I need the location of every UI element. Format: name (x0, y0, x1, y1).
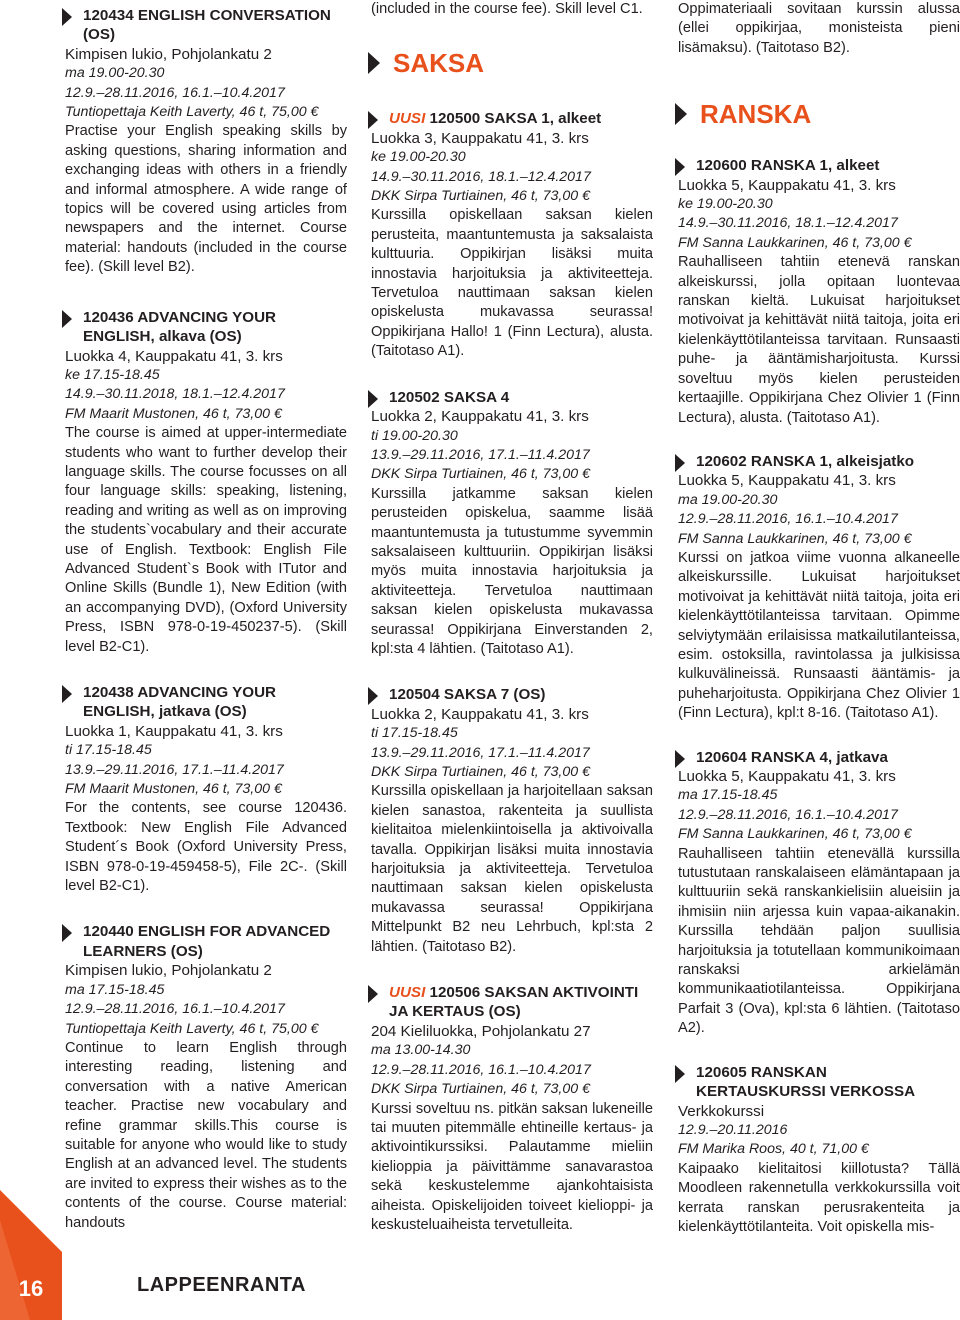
course-dates: 12.9.–28.11.2016, 16.1.–10.4.2017 (371, 1061, 591, 1078)
course-title: 120440 ENGLISH FOR ADVANCED LEARNERS (OS) (65, 922, 347, 961)
course-location: Luokka 2, Kauppakatu 41, 3. krs (371, 705, 589, 723)
triangle-icon (368, 985, 378, 1003)
course-location: Luokka 3, Kauppakatu 41, 3. krs (371, 129, 589, 147)
course-120604 (678, 748, 960, 1039)
course-dates: 12.9.–20.11.2016 (678, 1121, 788, 1138)
course-dates: 14.9.–30.11.2018, 18.1.–12.4.2017 (65, 386, 285, 403)
page-number: 16 (18, 1276, 44, 1301)
course-title: UUSI 120506 SAKSAN AKTIVOINTI JA KERTAUS (OS) (371, 983, 653, 1022)
course-description: Rauhalliseen tahtiin etenevä ranskan alkeiskurssi, jolla opitaan luontevaa ranskan kieltä. Lukuisat harjoitukset motivoivat ja kehittävät niitä taitoja, joita eri kielenkäyttötilanteissa tarvitaan. Runsaasti puhe- ja ääntämisharjoitusta. Kurssi soveltuu myös kielen perusteiden kertaajille. Oppikirjana Chez Olivier 1 (Finn Lectura), alusta. (Taitotaso A1). (678, 254, 960, 426)
course-title: 120605 RANSKAN KERTAUSKURSSI VERKOSSA (678, 1063, 960, 1102)
course-title: 120436 ADVANCING YOUR ENGLISH, alkava (OS) (65, 308, 347, 347)
course-teacher: FM Sanna Laukkarinen, 46 t, 73,00 € (678, 234, 912, 251)
course-dates: 12.9.–28.11.2016, 16.1.–10.4.2017 (678, 806, 898, 823)
course-description: Kurssi soveltuu ns. pitkän saksan lukeneille tai muuten pitemmälle ehtineille kertaus- ja aktivointikurssiksi. Palautamme mieliin kielioppia ja päivittämme sanavarastoa sekä keskustelemme ajankohtaisista aiheista. Opiskelijoiden toiveet kielioppi- ja keskusteluaiheista tervetulleita. (371, 1100, 653, 1233)
course-title: 120502 SAKSA 4 (371, 388, 653, 407)
course-120600 (678, 156, 960, 428)
course-title: 120434 ENGLISH CONVERSATION (OS) (65, 6, 347, 45)
course-title: 120504 SAKSA 7 (OS) (371, 685, 653, 704)
course-teacher: FM Sanna Laukkarinen, 46 t, 73,00 € (678, 530, 912, 547)
course-teacher: FM Sanna Laukkarinen, 46 t, 73,00 € (678, 826, 912, 843)
course-time: ma 19.00-20.30 (65, 65, 165, 82)
course-120504 (371, 685, 653, 957)
course-120605 (678, 1063, 960, 1238)
course-description: Kurssilla jatkamme saksan kielen perusteiden opiskelua, saamme lisää maantuntemusta ja tutustumme syvemmin saksalaiseen kulttuuriin. Oppikirjan lisäksi myös muita innostavia harjoituksia ja aktiviteetteja. Tervetuloa nauttimaan saksan kielen opiskelusta mukavassa seurassa! Oppikirjana Einverstanden 2, kpl:sta 4 lähtien. (Taitotaso A1). (371, 485, 653, 657)
course-title: 120604 RANSKA 4, jatkava (678, 748, 960, 767)
course-description: Practise your English speaking skills by asking questions, sharing information and exchanging ideas with others in a friendly and informal atmosphere. A wide range of topics will be covered using articles from newspapers and the internet. Course material: handouts (included in the course fee). (Skill level B2). (65, 123, 347, 276)
course-teacher: FM Maarit Mustonen, 46 t, 73,00 € (65, 405, 282, 422)
course-120602 (678, 452, 960, 724)
column-2 (371, 0, 653, 1254)
course-description: Kurssilla opiskellaan saksan kielen perusteita, maantuntemusta ja saksalaista kulttuuria. Oppikirjan lisäksi muita innostavia harjoituksia ja aktiviteetteja. Tervetuloa nauttimaan saksan kielen opiskelusta mukavassa seurassa! Oppikirjana Hallo! 1 (Finn Lectura), alusta. (Taitotaso A1). (371, 207, 653, 360)
course-dates: 12.9.–28.11.2016, 16.1.–10.4.2017 (65, 1001, 285, 1018)
course-location: Luokka 5, Kauppakatu 41, 3. krs (678, 472, 896, 490)
triangle-icon (368, 111, 378, 129)
course-location: 204 Kieliluokka, Pohjolankatu 27 (371, 1022, 591, 1040)
course-location: Luokka 2, Kauppakatu 41, 3. krs (371, 408, 589, 426)
section-heading-saksa: SAKSA (371, 47, 653, 79)
course-teacher: Tuntiopettaja Keith Laverty, 46 t, 75,00 € (65, 1020, 319, 1037)
course-teacher: DKK Sirpa Turtiainen, 46 t, 73,00 € (371, 764, 590, 780)
course-location: Verkkokurssi (678, 1102, 765, 1120)
course-dates: 12.9.–28.11.2016, 16.1.–10.4.2017 (678, 511, 898, 528)
course-teacher: FM Maarit Mustonen, 46 t, 73,00 € (65, 781, 282, 798)
course-description: Kaipaako kielitaitosi kiillotusta? Tällä Moodleen rakennetulla verkkokurssilla voit kerrata ranskan perusrakenteita ja kielenkäyttötilanteita. Voit opiskella mis- (678, 1160, 960, 1235)
course-teacher: Tuntiopettaja Keith Laverty, 46 t, 75,00 € (65, 104, 319, 121)
course-dates: 14.9.–30.11.2016, 18.1.–12.4.2017 (371, 168, 591, 185)
course-description: Continue to learn English through interesting reading, listening and conversation with a native American teacher. Practise new vocabulary and refine grammar skills.This course is suitable for anyone who would like to study English at an advanced level. The students are invited to express their wishes as to the contents of the course. Course material: handouts (65, 1039, 347, 1231)
course-title: 120600 RANSKA 1, alkeet (678, 156, 960, 175)
course-teacher: DKK Sirpa Turtiainen, 46 t, 73,00 € (371, 188, 590, 205)
triangle-icon (62, 924, 72, 942)
course-location: Luokka 5, Kauppakatu 41, 3. krs (678, 176, 896, 194)
triangle-icon (368, 687, 378, 705)
course-time: ti 17.15-18.45 (65, 742, 152, 759)
course-description: Kurssilla opiskellaan ja harjoitellaan saksan kielen sanastoa, rakenteita ja suullista kielitaitoa mielenkiintoisella ja aktivoivalla tavalla. Oppikirjan lisäksi muita innostavia harjoituksia ja aktiviteetteja. Tervetuloa nauttimaan saksan kielen opiskelusta mukavassa seurassa! Oppikirjana Mittelpunkt B2 neu Lehrbuch, kpl:sta 2 lähtien. (Taitotaso B2). (371, 783, 653, 955)
course-dates: 13.9.–29.11.2016, 17.1.–11.4.2017 (371, 446, 590, 463)
triangle-icon (62, 310, 72, 328)
course-dates: 13.9.–29.11.2016, 17.1.–11.4.2017 (65, 761, 284, 778)
course-120438 (65, 683, 347, 896)
course-teacher: FM Marika Roos, 40 t, 71,00 € (678, 1141, 869, 1158)
course-description: Kurssi on jatkoa viime vuonna alkaneelle alkeiskurssille. Lukuisat harjoitukset motivoivat ja kehittävät niitä taitoja, joita eri kielenkäyttötilanteissa tarvitaan. Opimme selviytymään erilaisissa matkailutilanteissa, esim. ostoksilla, ravintolassa ja julkisissa kulkuvälineissä. Runsaasti ääntämis- ja puheharjoitusta. Oppikirjana Chez Olivier 1 (Finn Lectura), kpl:t 8-16. (Taitotaso A1). (678, 549, 960, 722)
course-120500 (371, 109, 653, 361)
course-location: Luokka 4, Kauppakatu 41, 3. krs (65, 347, 283, 365)
course-time: ke 19.00-20.30 (678, 196, 773, 213)
continued-text: Oppimateriaali sovitaan kurssin alussa (ellei oppikirjaa, monisteista pieni lisämaksu). (Taitotaso B2). (678, 1, 960, 56)
course-dates: 14.9.–30.11.2016, 18.1.–12.4.2017 (678, 215, 898, 232)
triangle-icon (368, 52, 380, 74)
column-3 (678, 0, 960, 1256)
course-dates: 13.9.–29.11.2016, 17.1.–11.4.2017 (371, 744, 590, 761)
course-dates: 12.9.–28.11.2016, 16.1.–10.4.2017 (65, 84, 285, 101)
course-120434 (65, 6, 347, 278)
course-location: Kimpisen lukio, Pohjolankatu 2 (65, 962, 272, 980)
new-badge: UUSI (389, 110, 426, 128)
course-120436 (65, 308, 347, 657)
course-title: UUSI 120500 SAKSA 1, alkeet (371, 109, 653, 128)
city-footer: LAPPEENRANTA (137, 1274, 306, 1296)
course-time: ke 17.15-18.45 (65, 366, 160, 383)
course-title: 120602 RANSKA 1, alkeisjatko (678, 452, 960, 471)
course-description: The course is aimed at upper-intermediate students who want to further develop their language skills. The course focusses on all four language skills: speaking, listening, reading and writing as well as on improving the students`vocabulary and their accurate use of English. Textbook: English File Advanced Student`s Book with ITutor and Online Skills (Bundle 1), New Edition (with an accompanying DVD), (Oxford University Press, ISBN 978-0-19-450237-5). (Skill level B2-C1). (65, 425, 347, 655)
triangle-icon (62, 8, 72, 26)
column-1 (65, 6, 347, 1252)
course-title: 120438 ADVANCING YOUR ENGLISH, jatkava (OS) (65, 683, 347, 722)
course-120440 (65, 922, 347, 1233)
course-location: Luokka 1, Kauppakatu 41, 3. krs (65, 722, 283, 740)
continued-text: (included in the course fee). Skill level C1. (371, 1, 643, 17)
course-description: For the contents, see course 120436. Textbook: New English File Advanced Student´s Book (Oxford University Press, ISBN 978-0-19-459458-5), File 2C-. (Skill level B2-C1). (65, 800, 347, 895)
course-time: ma 17.15-18.45 (65, 981, 165, 998)
course-120506 (371, 983, 653, 1235)
course-time: ti 17.15-18.45 (371, 725, 458, 742)
triangle-icon (675, 158, 685, 176)
course-teacher: DKK Sirpa Turtiainen, 46 t, 73,00 € (371, 466, 590, 483)
triangle-icon (675, 750, 685, 768)
course-time: ma 17.15-18.45 (678, 787, 778, 804)
triangle-icon (62, 685, 72, 703)
course-time: ma 19.00-20.30 (678, 491, 778, 508)
section-heading-ranska: RANSKA (678, 98, 960, 130)
course-location: Kimpisen lukio, Pohjolankatu 2 (65, 45, 272, 63)
new-badge: UUSI (389, 984, 426, 1002)
course-time: ti 19.00-20.30 (371, 427, 458, 444)
course-teacher: DKK Sirpa Turtiainen, 46 t, 73,00 € (371, 1081, 590, 1098)
course-description: Rauhalliseen tahtiin etenevällä kurssilla tutustutaan ranskalaiseen elämäntapaan ja kulttuuriin sekä ranskankielisiin alueisiin ja ihmisiin niin arjessa kuin vapaa-aikanakin. Kurssilla tehdään paljon suullisia harjoituksia ja totutellaan kommunikoimaan ranskaksi arkielämän kommunikaatiotilanteissa. Oppikirjana Parfait 3 (Ova), kpl:sta 6 lähtien. (Taitotaso A2). (678, 845, 960, 1037)
triangle-icon (675, 103, 687, 125)
course-location: Luokka 5, Kauppakatu 41, 3. krs (678, 768, 896, 785)
course-time: ke 19.00-20.30 (371, 149, 466, 166)
course-120502 (371, 388, 653, 660)
course-time: ma 13.00-14.30 (371, 1042, 471, 1059)
triangle-icon (675, 1065, 685, 1083)
triangle-icon (368, 390, 378, 408)
triangle-icon (675, 454, 685, 472)
